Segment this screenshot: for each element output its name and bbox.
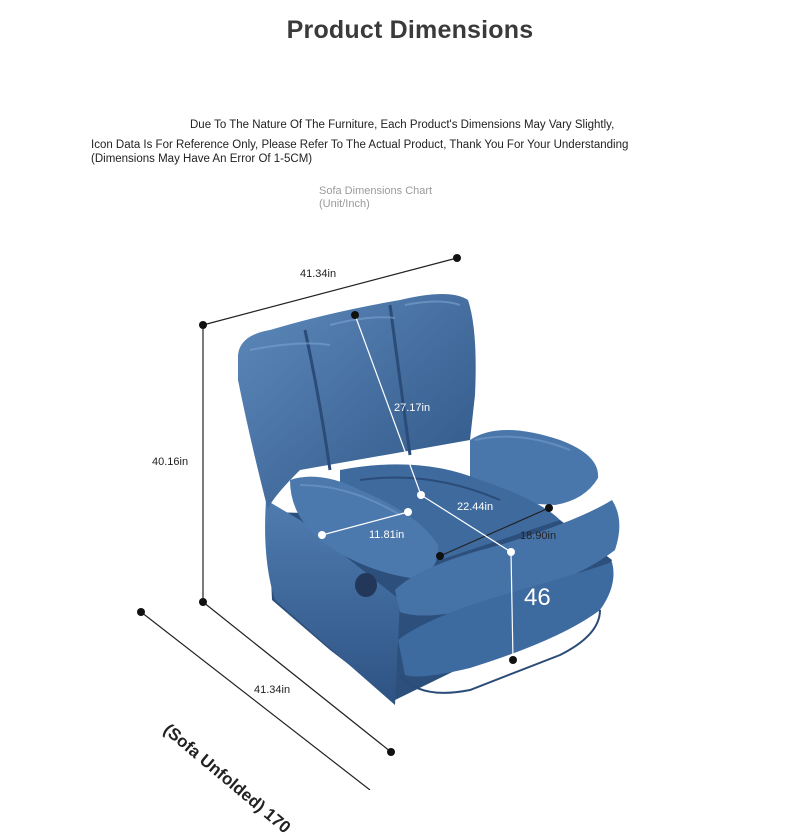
backrest-label: 27.17in — [394, 402, 431, 414]
height-label: 40.16in — [152, 456, 189, 468]
width-label: 41.34in — [300, 268, 337, 280]
seat-depth-label: 18.90in — [520, 530, 557, 542]
chart-caption-unit: (Unit/Inch) — [319, 198, 370, 210]
disclaimer-line-1: Due To The Nature Of The Furniture, Each Product's Dimensions May Vary Slightly, — [190, 119, 615, 131]
arm-width-label: 11.81in — [369, 529, 405, 541]
disclaimer-line-2: Icon Data Is For Reference Only, Please Refer To The Actual Product, Thank You For Your Understanding — [91, 139, 629, 151]
seat-height-label: 46 — [524, 584, 551, 611]
chart-caption-title: Sofa Dimensions Chart — [319, 185, 433, 197]
seat-width-label: 22.44in — [457, 501, 494, 513]
page-title: Product Dimensions — [286, 16, 534, 44]
depth-label: 41.34in — [254, 684, 291, 696]
disclaimer-line-3: (Dimensions May Have An Error Of 1-5CM) — [91, 153, 313, 165]
unfolded-length-label: (Sofa Unfolded) 170 — [159, 720, 295, 838]
